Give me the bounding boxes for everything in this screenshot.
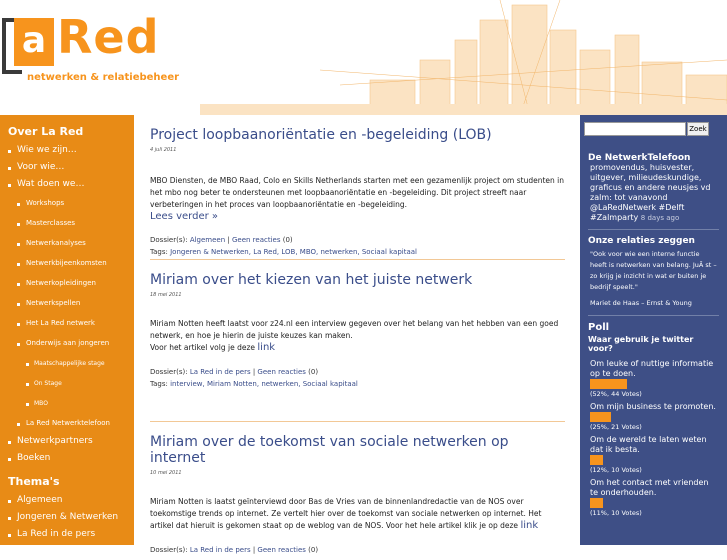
comments-count: (0) [308,368,319,376]
post [150,260,565,422]
poll-bar [590,412,611,422]
post-body-text: Miriam Notten is laatst geïnterviewd door Bas de Vries van de binnenlandredactie van de NOS over toekomstige trends op internet. Ze vertelt hier over de toekomst van sociale netwerken op internet. Het artikel dat hieruit is gekomen staat op de weblog van de NOS. Voor het hele artikel klik je op deze [150,497,542,530]
tags-links[interactable]: Jongeren & Netwerken, La Red, LOB, MBO, netwerken, Sociaal kapitaal [170,248,417,256]
sidebar-item[interactable]: Wat doen we… [0,176,134,193]
poll-bar [590,455,603,465]
sidebar-theme-item[interactable]: La Red in de pers [0,526,134,543]
tags-label: Tags: [150,248,168,256]
sidebar-heading-over: Over La Red [8,125,84,138]
post-title[interactable]: Miriam over de toekomst van sociale netwerken op internet [150,434,509,466]
poll-title: Poll [588,322,610,333]
sidebar-item[interactable]: Het La Red netwerk [0,313,134,333]
poll-option-label: Om leuke of nuttige informatie op te doen. [590,359,714,378]
netwerktelefoon-title: De NetwerkTelefoon [588,153,691,163]
header [0,0,727,115]
skyline-graphic [200,0,727,115]
sidebar-item[interactable]: Boeken [0,450,134,467]
comments-count: (0) [308,546,319,554]
sidebar-theme-item[interactable]: Algemeen [0,492,134,509]
sidebar-heading-themas: Thema's [8,475,60,488]
tags-links[interactable]: interview, Miriam Notten, netwerken, Sociaal kapitaal [170,380,358,388]
post-title[interactable]: Project loopbaanoriëntatie en -begeleiding (LOB) [150,127,492,143]
logo-a: a [14,18,54,66]
poll-result: (25%, 21 Votes) [590,423,642,431]
sidebar-item[interactable]: La Red Netwerktelefoon [0,413,134,433]
post-date: 4 juli 2011 [150,147,177,153]
post-date: 10 mei 2011 [150,470,182,476]
search-input[interactable] [584,122,686,136]
sidebar-item[interactable]: Wie we zijn… [0,142,134,159]
main-content [134,115,579,554]
dossier-link[interactable]: Algemeen [189,236,226,244]
divider [588,229,719,230]
comments-link[interactable]: Geen reacties [231,236,281,244]
sidebar-item[interactable]: Onderwijs aan jongeren [0,333,134,353]
dossier-label: Dossier(s): [150,368,188,376]
search-button[interactable]: Zoek [687,122,709,136]
sidebar-item[interactable]: MBO [0,393,134,413]
sidebar-item[interactable]: Netwerkbijeenkomsten [0,253,134,273]
post-title[interactable]: Miriam over het kiezen van het juiste netwerk [150,272,473,288]
poll-bar [590,379,627,389]
sidebar-item[interactable]: Voor wie… [0,159,134,176]
poll-results [580,359,727,518]
comments-link[interactable]: Geen reacties [257,546,306,554]
sidebar-item[interactable]: Netwerkopleidingen [0,273,134,293]
sidebar-item[interactable]: Netwerkpartners [0,433,134,450]
post [150,422,565,556]
post-meta: Dossier(s): Algemeen | Geen reacties (0) Tags: Jongeren & Netwerken, La Red, LOB, MBO, netwerken, Sociaal kapitaal [150,236,417,256]
sidebar-item[interactable]: Masterclasses [0,213,134,233]
sidebar-theme-item[interactable]: La Red in het land [0,543,134,560]
relaties-quote: "Ook voor wie een interne functie heeft is netwerken van belang. JuÃ st – zo krijg je inzicht in wat er buiten je bedrijf speelt." [590,250,717,291]
comments-count: (0) [282,236,293,244]
logo-subtitle: netwerken & relatiebeheer [27,72,180,83]
sidebar-theme-item[interactable]: Jongeren & Netwerken [0,509,134,526]
poll-question: Waar gebruik je twitter voor? [588,335,694,353]
tweet-text: promovendus, huisvester, uitgever, milieudeskundige, graficus en andere neusjes vd zalm: tot vanavond @LaRedNetwerk #Delft #Zalmparty [590,163,711,222]
post-body [150,318,565,354]
poll-result: (11%, 10 Votes) [590,509,642,517]
article-link[interactable]: link [257,342,276,353]
poll-option-label: Om de wereld te laten weten dat ik besta. [590,435,707,454]
poll-result: (12%, 10 Votes) [590,466,642,474]
sidebar-themes [0,492,134,560]
poll-item [580,478,727,518]
relaties-title: Onze relaties zeggen [588,236,695,246]
dossier-link[interactable]: La Red in de pers [189,546,251,554]
post-meta: Dossier(s): La Red in de pers | Geen reacties (0) [150,546,319,554]
la-red-logo[interactable] [2,6,180,86]
sidebar-item[interactable]: Workshops [0,193,134,213]
poll-option-label: Om mijn business te promoten. [590,402,716,411]
sidebar-item[interactable]: On Stage [0,373,134,393]
comments-link[interactable]: Geen reacties [257,368,306,376]
post-body [150,496,565,532]
poll-item [580,402,727,432]
dossier-link[interactable]: La Red in de pers [189,368,251,376]
netwerktelefoon-text [580,163,727,223]
read-more-link[interactable]: Lees verder » [150,211,219,222]
tags-label: Tags: [150,380,168,388]
post [150,115,565,260]
sidebar-item[interactable]: Netwerkanalyses [0,233,134,253]
post-meta: Dossier(s): La Red in de pers | Geen reacties (0) Tags: interview, Miriam Notten, netwerken, Sociaal kapitaal [150,368,358,388]
article-link[interactable]: link [520,520,539,531]
dossier-label: Dossier(s): [150,546,188,554]
left-sidebar [0,115,134,556]
right-sidebar [580,115,727,545]
poll-item [580,435,727,475]
post-body: MBO Diensten, de MBO Raad, Colo en Skills Netherlands starten met een gezamenlijk project om studenten in het mbo nog beter te ondersteunen met loopbaanoriëntatie en -begeleiding. Dit project streeft naar verbeteringen in het proces van loopbaanoriëntatie en -begeleiding. [150,176,565,209]
poll-option-label: Om het contact met vrienden te onderhouden. [590,478,709,497]
poll-item [580,359,727,399]
logo-red: Red [57,10,160,64]
dossier-label: Dossier(s): [150,236,188,244]
poll-result: (52%, 44 Votes) [590,390,642,398]
post-body-text: Miriam Notten heeft laatst voor z24.nl een interview gegeven over het belang van het hebben van een goed netwerk, en hoe je hierin de juiste keuzes kan maken. [150,319,559,340]
divider [588,315,719,316]
post-body-text-2: Voor het artikel volg je deze [150,343,256,352]
poll-bar [590,498,603,508]
sidebar-item[interactable]: Maatschappelijke stage [0,353,134,373]
sidebar-nav [0,142,134,467]
tweet-time: 8 days ago [640,214,680,222]
relaties-author: Mariet de Haas – Ernst & Young [590,299,692,307]
post-date: 18 mei 2011 [150,292,182,298]
sidebar-item[interactable]: Netwerkspellen [0,293,134,313]
